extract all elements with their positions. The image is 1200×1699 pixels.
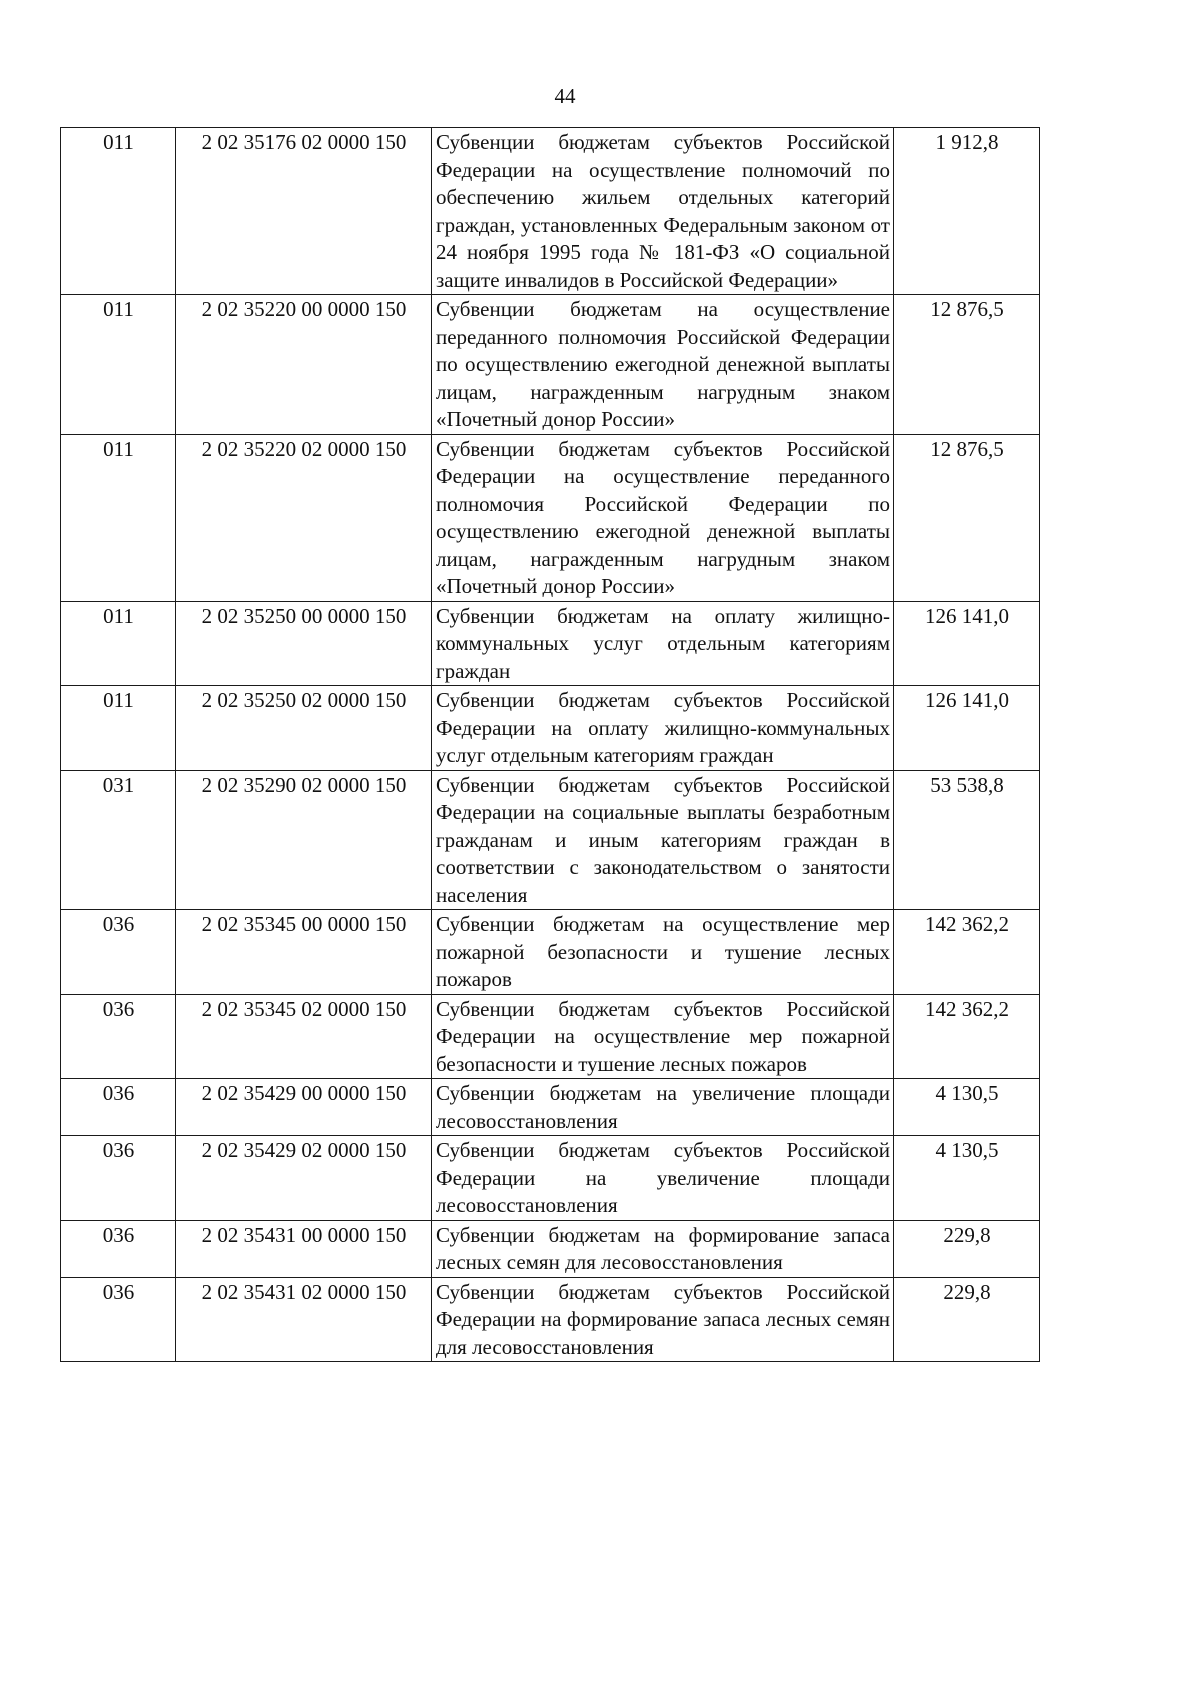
description-cell: Субвенции бюджетам субъектов Российской Федерации на формирование запаса лесных семян для лесовосстановления xyxy=(432,1277,894,1362)
description-cell: Субвенции бюджетам на осуществление переданного полномочия Российской Федерации по осуществлению ежегодной денежной выплаты лицам, награжденным нагрудным знаком «Почетный донор России» xyxy=(432,295,894,435)
admin-code-cell: 036 xyxy=(61,1277,176,1362)
admin-code-cell: 036 xyxy=(61,1136,176,1221)
amount-cell: 12 876,5 xyxy=(894,434,1040,601)
description-cell: Субвенции бюджетам на оплату жилищно-коммунальных услуг отдельным категориям граждан xyxy=(432,601,894,686)
description-cell: Субвенции бюджетам субъектов Российской Федерации на оплату жилищно-коммунальных услуг отдельным категориям граждан xyxy=(432,686,894,771)
table-row xyxy=(61,1220,1040,1277)
admin-code-cell: 011 xyxy=(61,128,176,295)
table-row xyxy=(61,770,1040,910)
description-cell: Субвенции бюджетам на осуществление мер пожарной безопасности и тушение лесных пожаров xyxy=(432,910,894,995)
table-row xyxy=(61,994,1040,1079)
amount-cell: 229,8 xyxy=(894,1277,1040,1362)
table-row xyxy=(61,1277,1040,1362)
admin-code-cell: 011 xyxy=(61,686,176,771)
budget-code-cell: 2 02 35429 02 0000 150 xyxy=(176,1136,432,1221)
admin-code-cell: 011 xyxy=(61,434,176,601)
budget-code-cell: 2 02 35250 02 0000 150 xyxy=(176,686,432,771)
description-cell: Субвенции бюджетам субъектов Российской Федерации на осуществление мер пожарной безопасности и тушение лесных пожаров xyxy=(432,994,894,1079)
budget-code-cell: 2 02 35220 02 0000 150 xyxy=(176,434,432,601)
description-cell: Субвенции бюджетам субъектов Российской Федерации на осуществление полномочий по обеспечению жильем отдельных категорий граждан, установленных Федеральным законом от 24 ноября 1995 года № 181-ФЗ «О социальной защите инвалидов в Российской Федерации» xyxy=(432,128,894,295)
page-number: 44 xyxy=(554,84,576,108)
budget-code-cell: 2 02 35431 02 0000 150 xyxy=(176,1277,432,1362)
table-row xyxy=(61,910,1040,995)
budget-code-cell: 2 02 35290 02 0000 150 xyxy=(176,770,432,910)
budget-code-cell: 2 02 35345 00 0000 150 xyxy=(176,910,432,995)
admin-code-cell: 036 xyxy=(61,910,176,995)
amount-cell: 142 362,2 xyxy=(894,910,1040,995)
amount-cell: 229,8 xyxy=(894,1220,1040,1277)
admin-code-cell: 011 xyxy=(61,295,176,435)
admin-code-cell: 036 xyxy=(61,994,176,1079)
amount-cell: 126 141,0 xyxy=(894,601,1040,686)
amount-cell: 53 538,8 xyxy=(894,770,1040,910)
budget-code-cell: 2 02 35220 00 0000 150 xyxy=(176,295,432,435)
table-row xyxy=(61,1136,1040,1221)
admin-code-cell: 031 xyxy=(61,770,176,910)
admin-code-cell: 011 xyxy=(61,601,176,686)
admin-code-cell: 036 xyxy=(61,1079,176,1136)
description-cell: Субвенции бюджетам на формирование запаса лесных семян для лесовосстановления xyxy=(432,1220,894,1277)
amount-cell: 4 130,5 xyxy=(894,1136,1040,1221)
budget-revenue-table xyxy=(60,127,1040,1362)
description-cell: Субвенции бюджетам субъектов Российской Федерации на увеличение площади лесовосстановления xyxy=(432,1136,894,1221)
amount-cell: 12 876,5 xyxy=(894,295,1040,435)
description-cell: Субвенции бюджетам на увеличение площади лесовосстановления xyxy=(432,1079,894,1136)
budget-code-cell: 2 02 35250 00 0000 150 xyxy=(176,601,432,686)
description-cell: Субвенции бюджетам субъектов Российской Федерации на социальные выплаты безработным гражданам и иным категориям граждан в соответствии с законодательством о занятости населения xyxy=(432,770,894,910)
amount-cell: 126 141,0 xyxy=(894,686,1040,771)
amount-cell: 1 912,8 xyxy=(894,128,1040,295)
table-row xyxy=(61,686,1040,771)
amount-cell: 4 130,5 xyxy=(894,1079,1040,1136)
table-row xyxy=(61,601,1040,686)
admin-code-cell: 036 xyxy=(61,1220,176,1277)
description-cell: Субвенции бюджетам субъектов Российской Федерации на осуществление переданного полномочия Российской Федерации по осуществлению ежегодной денежной выплаты лицам, награжденным нагрудным знаком «Почетный донор России» xyxy=(432,434,894,601)
budget-code-cell: 2 02 35431 00 0000 150 xyxy=(176,1220,432,1277)
table-row xyxy=(61,434,1040,601)
table-row xyxy=(61,128,1040,295)
budget-code-cell: 2 02 35345 02 0000 150 xyxy=(176,994,432,1079)
table-row xyxy=(61,1079,1040,1136)
table-row xyxy=(61,295,1040,435)
amount-cell: 142 362,2 xyxy=(894,994,1040,1079)
budget-code-cell: 2 02 35429 00 0000 150 xyxy=(176,1079,432,1136)
budget-code-cell: 2 02 35176 02 0000 150 xyxy=(176,128,432,295)
